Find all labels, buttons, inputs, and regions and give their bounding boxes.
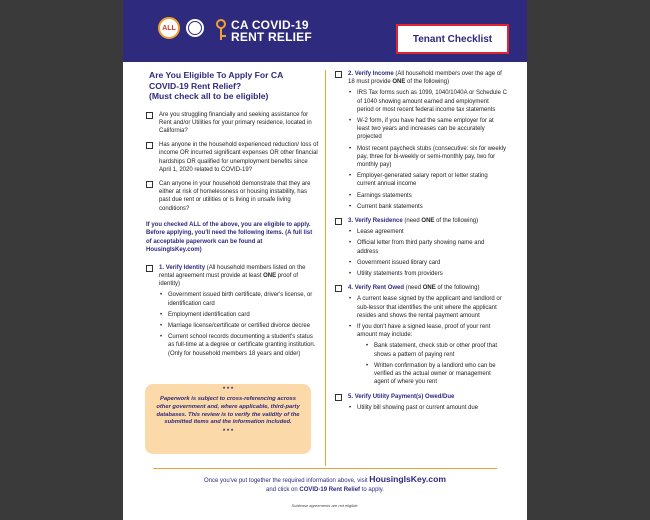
- eligibility-intro: If you checked ALL of the above, you are eligible to apply. Before applying, you'll need the following items. (A full list of acceptable paperwork can be found at HousingIsKey.com): [146, 221, 313, 254]
- list-item: • Earnings statements: [349, 192, 507, 200]
- sub-list-item: • Bank statement, check stub or other proof that shows a pattern of paying rent: [366, 342, 507, 358]
- left-column: [146, 70, 319, 364]
- callout-text: Paperwork is subject to cross-referencing across other government and, where applicable, third-party databases. This review is to verify the validity of the submitted items and the information included.: [156, 396, 300, 426]
- list-item: • Official letter from third party showing name and address: [349, 239, 507, 255]
- utility-list: [349, 404, 507, 412]
- list-item: • A current lease signed by the applicant and landlord or sub-lessor that identifies the unit where the applicant resides and shows the rental payment amount: [349, 295, 507, 320]
- eligibility-item: Can anyone in your household demonstrate that they are either at risk of homelessness or housing instability, has past due rent or utilities or is living in unsafe living conditions?: [146, 180, 319, 213]
- checkbox[interactable]: [146, 181, 153, 188]
- list-item: • Government issued library card: [349, 259, 507, 267]
- section-heading: 3. Verify Residence (need ONE of the following): [348, 218, 479, 225]
- checkbox[interactable]: [146, 142, 153, 149]
- list-item: • Marriage license/certificate or certified divorce decree: [160, 322, 319, 330]
- list-item: • Lease agreement: [349, 228, 507, 236]
- list-item: • IRS Tax forms such as 1099, 1040/1040A or Schedule C of 1040 showing amount earned and employment period or most recent federal income tax statements: [349, 89, 507, 114]
- column-divider: [325, 70, 326, 466]
- key-icon: [214, 19, 228, 41]
- brand-line1: CA COVID-19: [231, 18, 309, 32]
- list-item: • Current school records documenting a student's status as full-time at a degree or certificate granting institution. (Only for household members 18 years and older): [160, 333, 319, 358]
- checkbox[interactable]: [335, 285, 342, 292]
- income-list: [349, 89, 507, 211]
- eligibility-item: Are you struggling financially and seeking assistance for Rent and/or Utilities for your primary residence, located in California?: [146, 111, 319, 136]
- rent-sub-list: [366, 342, 507, 386]
- section-verify-income: [335, 70, 507, 211]
- list-item: • Most recent paycheck stubs (consecutive: six for weekly pay, three for bi-weekly or semi-monthly pay, two for monthly pay): [349, 145, 507, 170]
- fine-print: Sublease agreements are not eligible.: [291, 503, 359, 508]
- section-verify-utility: [335, 393, 507, 412]
- section-verify-identity: [146, 264, 319, 358]
- list-item: • Employer-generated salary report or letter stating current annual income: [349, 172, 507, 188]
- sub-list-item: • Written confirmation by a landlord who can be verified as the actual owner or management agent of where you rent: [366, 362, 507, 387]
- eligibility-title: Are You Eligible To Apply For CA COVID-19 Rent Relief? (Must check all to be eligible): [149, 70, 284, 101]
- paperwork-callout: [145, 384, 311, 454]
- list-item: • Current bank statements: [349, 203, 507, 211]
- header-banner: [123, 0, 527, 62]
- brand-line2: RENT RELIEF: [231, 30, 312, 44]
- callout-stars-top: * * *: [222, 387, 234, 393]
- website-link[interactable]: HousingIsKey.com: [369, 474, 446, 484]
- eligibility-item: Has anyone in the household experienced reduction/ loss of income OR incurred significant expenses OR other financial hardships OR qualified for unemployment benefits since April 1, 2020 related to COVID-19?: [146, 141, 319, 174]
- checkbox[interactable]: [335, 394, 342, 401]
- tenant-checklist-badge: Tenant Checklist: [396, 24, 509, 54]
- state-seal-icon: [184, 17, 206, 39]
- section-heading: 4. Verify Rent Owed (need ONE of the following): [348, 285, 480, 292]
- section-heading: 1. Verify Identity (All household members listed on the rental agreement must provide at least ONE proof of identity): [159, 264, 306, 288]
- rent-list: [349, 295, 507, 386]
- footer: Once you've put together the required information above, visit HousingIsKey.com and click on COVID-19 Rent Relief to apply.: [204, 474, 446, 493]
- right-column: [335, 70, 507, 418]
- footer-divider: [153, 468, 497, 469]
- section-heading: 5. Verify Utility Payment(s) Owed/Due: [348, 393, 455, 400]
- list-item: • Government issued birth certificate, driver's license, or identification card: [160, 291, 319, 307]
- list-item: • Utility bill showing past or current amount due: [349, 404, 507, 412]
- section-verify-residence: [335, 217, 507, 278]
- section-verify-rent-owed: [335, 284, 507, 386]
- checkbox[interactable]: [146, 265, 153, 272]
- checkbox[interactable]: [146, 112, 153, 119]
- identity-list: [160, 291, 319, 357]
- section-heading: 2. Verify Income (All household members over the age of 18 must provide ONE of the following): [348, 71, 502, 86]
- all-logo-icon: ALL: [158, 17, 180, 39]
- list-item: • Utility statements from providers: [349, 270, 507, 278]
- callout-stars-bottom: * * *: [222, 429, 234, 436]
- residence-list: [349, 228, 507, 278]
- list-item: • If you don't have a signed lease, proof of your rent amount may include: • Bank statement, check stub or other proof that shows a pattern of paying rent • Written confirmation by a landlord who can be verified as the actual owner or management agent of where you rent: [349, 323, 507, 386]
- checkbox[interactable]: [335, 218, 342, 225]
- brand-title: [231, 19, 312, 43]
- list-item: • W-2 form, if you have had the same employer for at least two years and increases can be accurately projected: [349, 117, 507, 142]
- list-item: • Employment identification card: [160, 311, 319, 319]
- checkbox[interactable]: [335, 71, 342, 78]
- document-page: [123, 0, 527, 520]
